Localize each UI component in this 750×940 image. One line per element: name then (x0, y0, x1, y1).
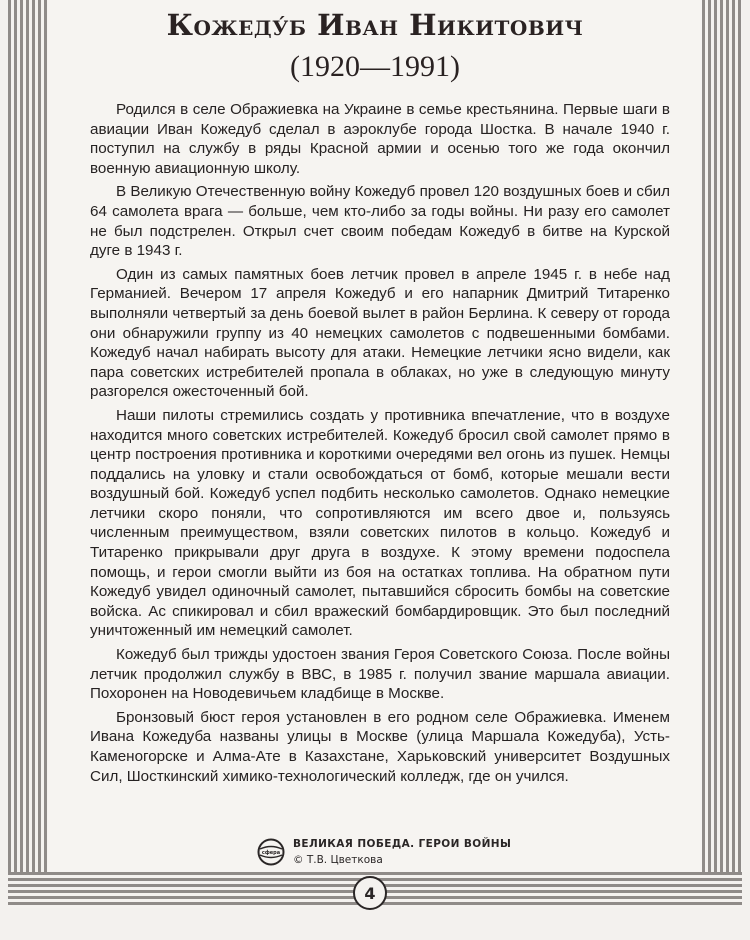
page-title: Кожеду́б Иван Никитович (166, 8, 584, 42)
article-body (90, 100, 670, 790)
life-years: (1920—1991) (290, 50, 460, 83)
paragraph: Бронзовый бюст героя установлен в его родном селе Ображиевка. Именем Ивана Кожедуба названы улицы в Москве (улица Маршала Кожедуба), Усть-Каменогорске и Алма-Ате в Казахстане, Харьковский университет Воздушных Сил, Шосткинский химико-технологический колледж, где он учился. (90, 708, 670, 785)
publisher-footer (257, 834, 517, 874)
paragraph: Один из самых памятных боев летчик провел в апреле 1945 г. в небе над Германией. Вечером 17 апреля Кожедуб и его напарник Дмитрий Титаренко выполняли четвертый за день боевой вылет в район Берлина. К северу от города они обнаружили группу из 40 немецких самолетов с подвешенными бомбами. Кожедуб начал набирать высоту для атаки. Немецкие летчики ясно видели, как пара советских истребителей пропала в облаках, но уже в следующую минуту разгорелся ожесточенный бой. (90, 265, 670, 401)
paragraph: Родился в селе Ображиевка на Украине в семье крестьянина. Первые шаги в авиации Иван Кожедуб сделал в аэроклубе города Шостка. В начале 1940 г. поступил на службу в ряды Красной армии и осенью того же года окончил военную авиационную школу. (90, 101, 670, 177)
paragraph: Наши пилоты стремились создать у противника впечатление, что в воздухе находится много советских истребителей. Кожедуб бросил свой самолет прямо в центр построения противника и короткими очередями вел огонь из пушек. Немцы поддались на уловку и стали освобождаться от бомб, которые мешали вести воздушный бой. Кожедуб успел подбить несколько самолетов. Однако немецкие летчики скоро поняли, что сопротивляются им всего двое и, пользуясь численным преимуществом, взяли советских пилотов в кольцо. Кожедуб и Титаренко прикрывали друг друга в воздухе. К этому времени подоспела помощь, и герои смогли выйти из боя на остатках топлива. На обратном пути Кожедуб увидел одиночный самолет, пытавшийся сбросить бомбы на советские войска. Ас спикировал и сбил вражеский бомбардировщик. Это был последний уничтоженный им немецкий самолет. (90, 406, 670, 640)
paragraph: В Великую Отечественную войну Кожедуб провел 120 воздушных боев и сбил 64 самолета врага — больше, чем кто-либо за годы войны. Ни разу его самолет не был подстрелен. Открыл счет своим победам Кожедуб в битве на Курской дуге в 1943 г. (90, 183, 670, 260)
sfera-logo-icon (257, 838, 285, 866)
right-striped-border (702, 0, 742, 890)
left-striped-border (8, 0, 48, 890)
logo-text: сфера (261, 849, 281, 856)
page-number: 4 (353, 876, 387, 910)
author-credit: © Т.В. Цветкова (293, 854, 383, 866)
series-title: ВЕЛИКАЯ ПОБЕДА. ГЕРОИ ВОЙНЫ (293, 838, 512, 850)
paragraph: Кожедуб был трижды удостоен звания Героя Советского Союза. После войны летчик продолжил службу в ВВС, в 1985 г. получил звание маршала авиации. Похоронен на Новодевичьем кладбище в Москве. (90, 646, 670, 703)
